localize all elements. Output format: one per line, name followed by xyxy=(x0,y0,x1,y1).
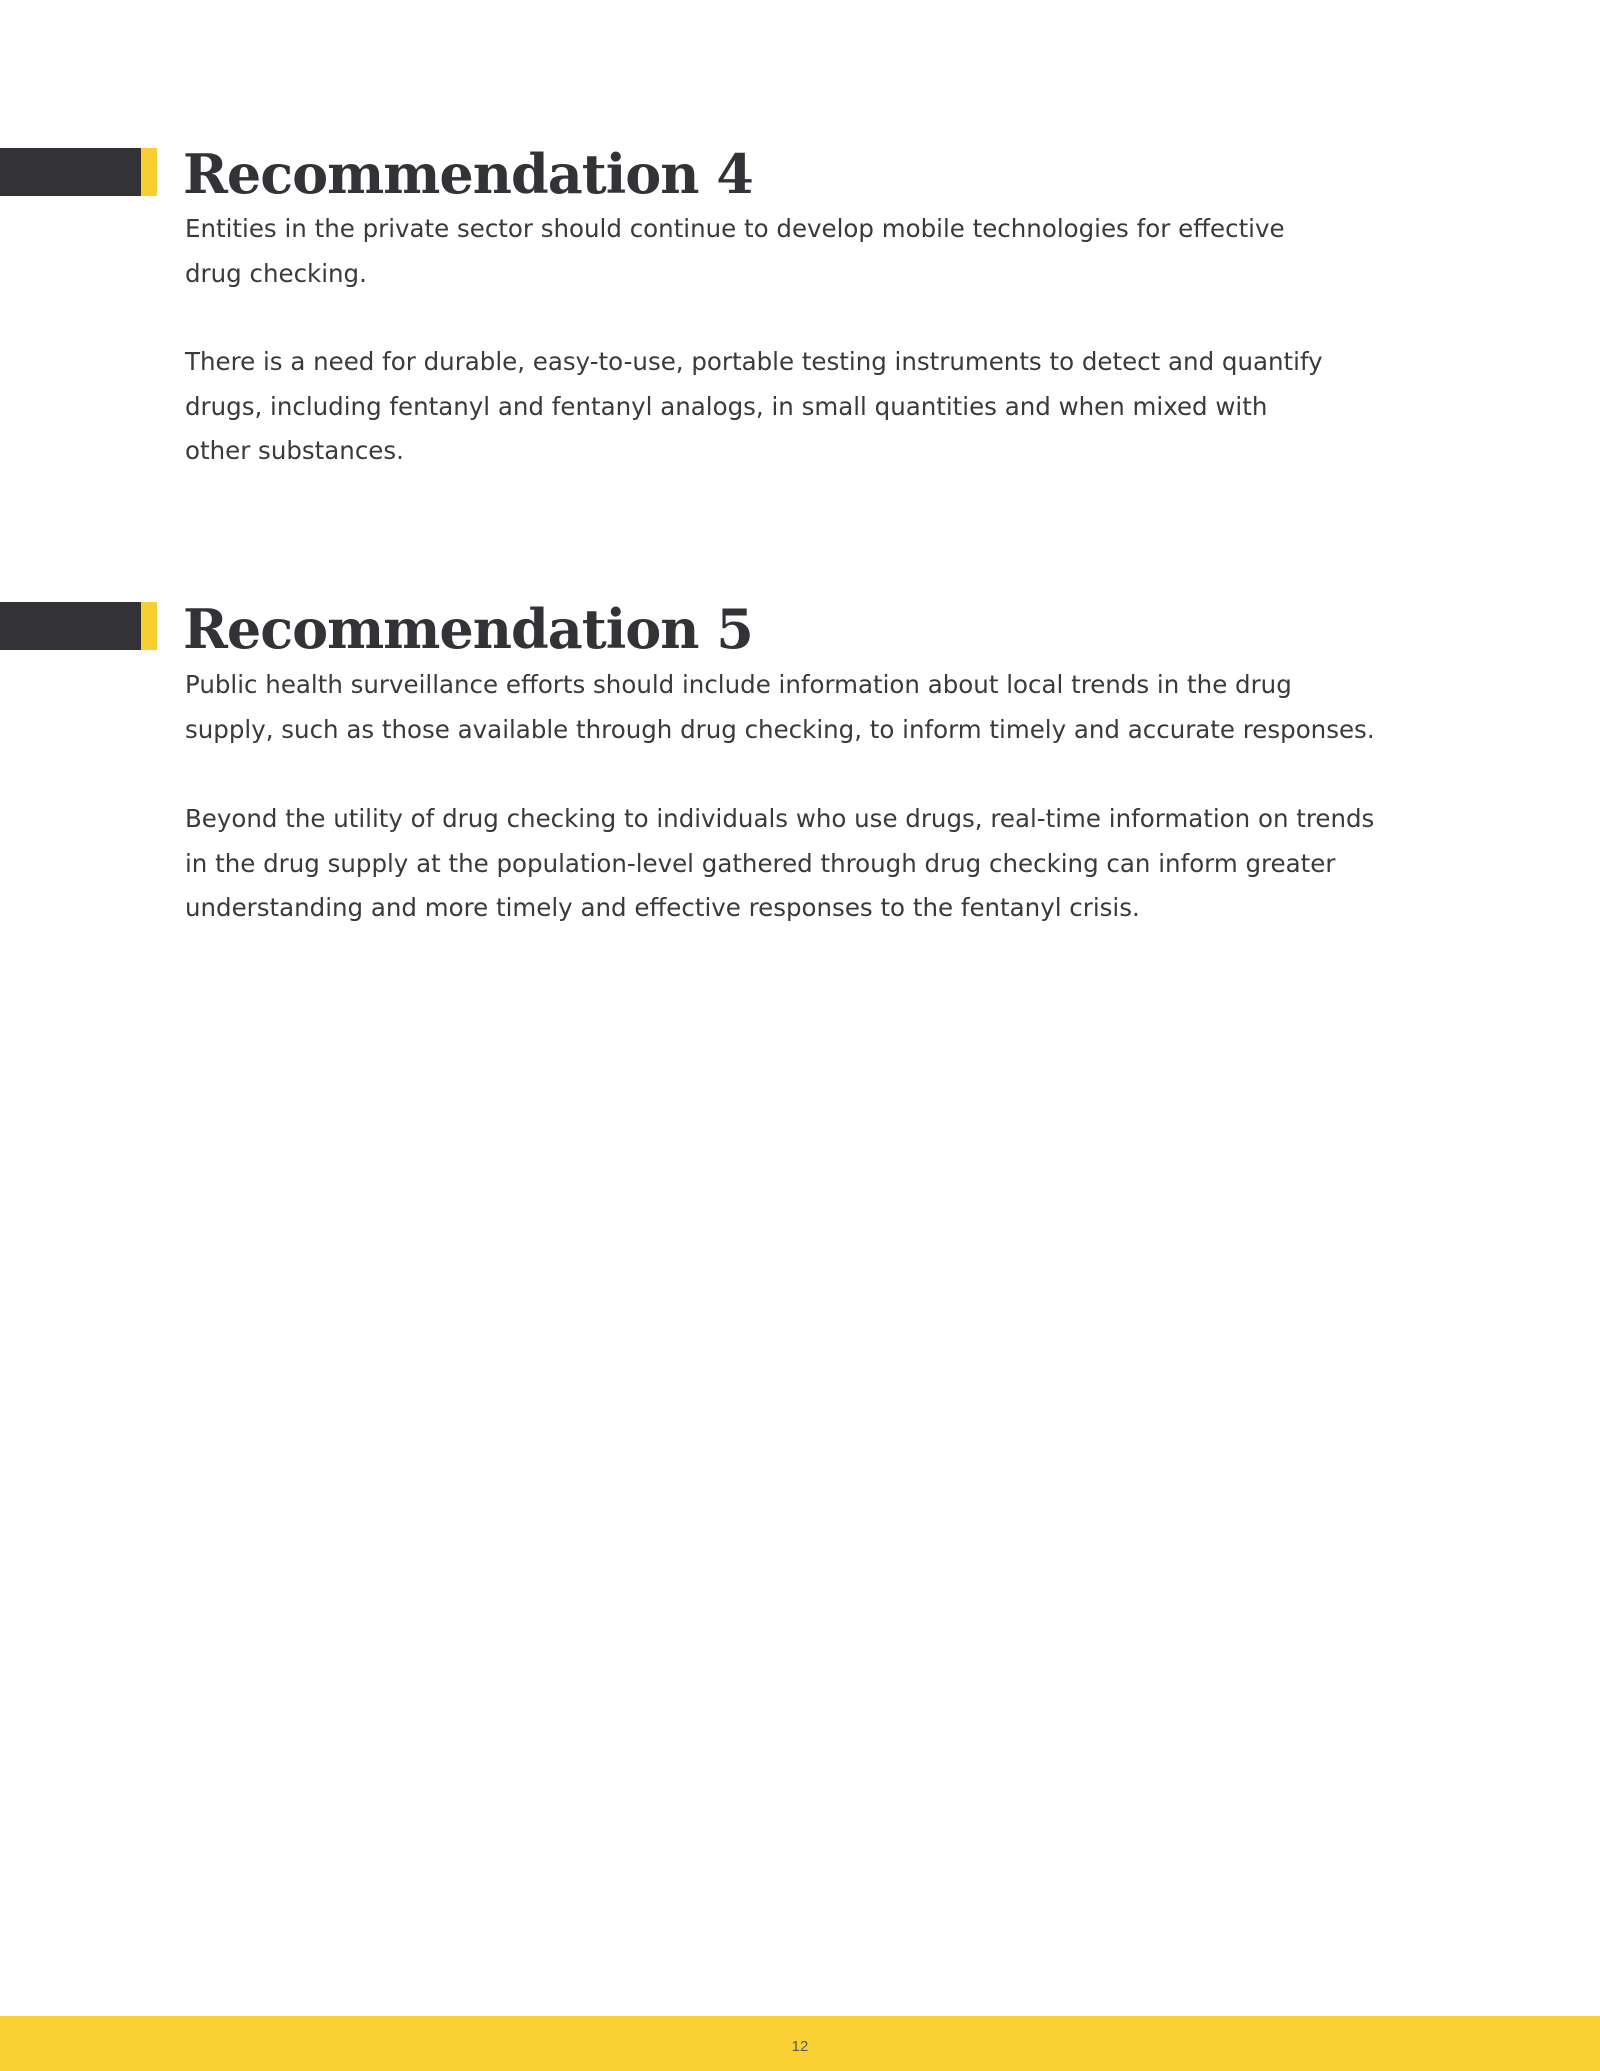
footer-band xyxy=(0,2016,1600,2071)
section-body-paragraph xyxy=(185,797,1425,931)
text-line: Public health surveillance efforts should include information about local trends in the drug xyxy=(185,670,1292,699)
text-line: Beyond the utility of drug checking to individuals who use drugs, real-time information on trends xyxy=(185,804,1375,833)
text-line: in the drug supply at the population-level gathered through drug checking can inform greater xyxy=(185,848,1336,878)
page-number: 12 xyxy=(791,2038,809,2055)
text-line: understanding and more timely and effective responses to the fentanyl crisis. xyxy=(185,893,1140,922)
text-line: supply, such as those available through drug checking, to inform timely and accurate responses. xyxy=(185,714,1375,744)
section-lead-paragraph xyxy=(185,207,1425,296)
text-line: Entities in the private sector should continue to develop mobile technologies for effective xyxy=(185,214,1285,243)
text-line: drugs, including fentanyl and fentanyl analogs, in small quantities and when mixed with xyxy=(185,391,1268,421)
marker-accent-bar xyxy=(141,148,157,196)
section-heading: Recommendation 4 xyxy=(183,142,753,206)
text-line: drug checking. xyxy=(185,258,367,288)
marker-accent-bar xyxy=(141,602,157,650)
marker-dark-bar xyxy=(0,148,141,196)
section-heading: Recommendation 5 xyxy=(183,597,753,661)
marker-dark-bar xyxy=(0,602,141,650)
text-line: There is a need for durable, easy-to-use, portable testing instruments to detect and quantify xyxy=(185,347,1323,376)
section-body-paragraph xyxy=(185,340,1425,474)
section-lead-paragraph xyxy=(185,663,1425,752)
text-line: other substances. xyxy=(185,436,404,465)
